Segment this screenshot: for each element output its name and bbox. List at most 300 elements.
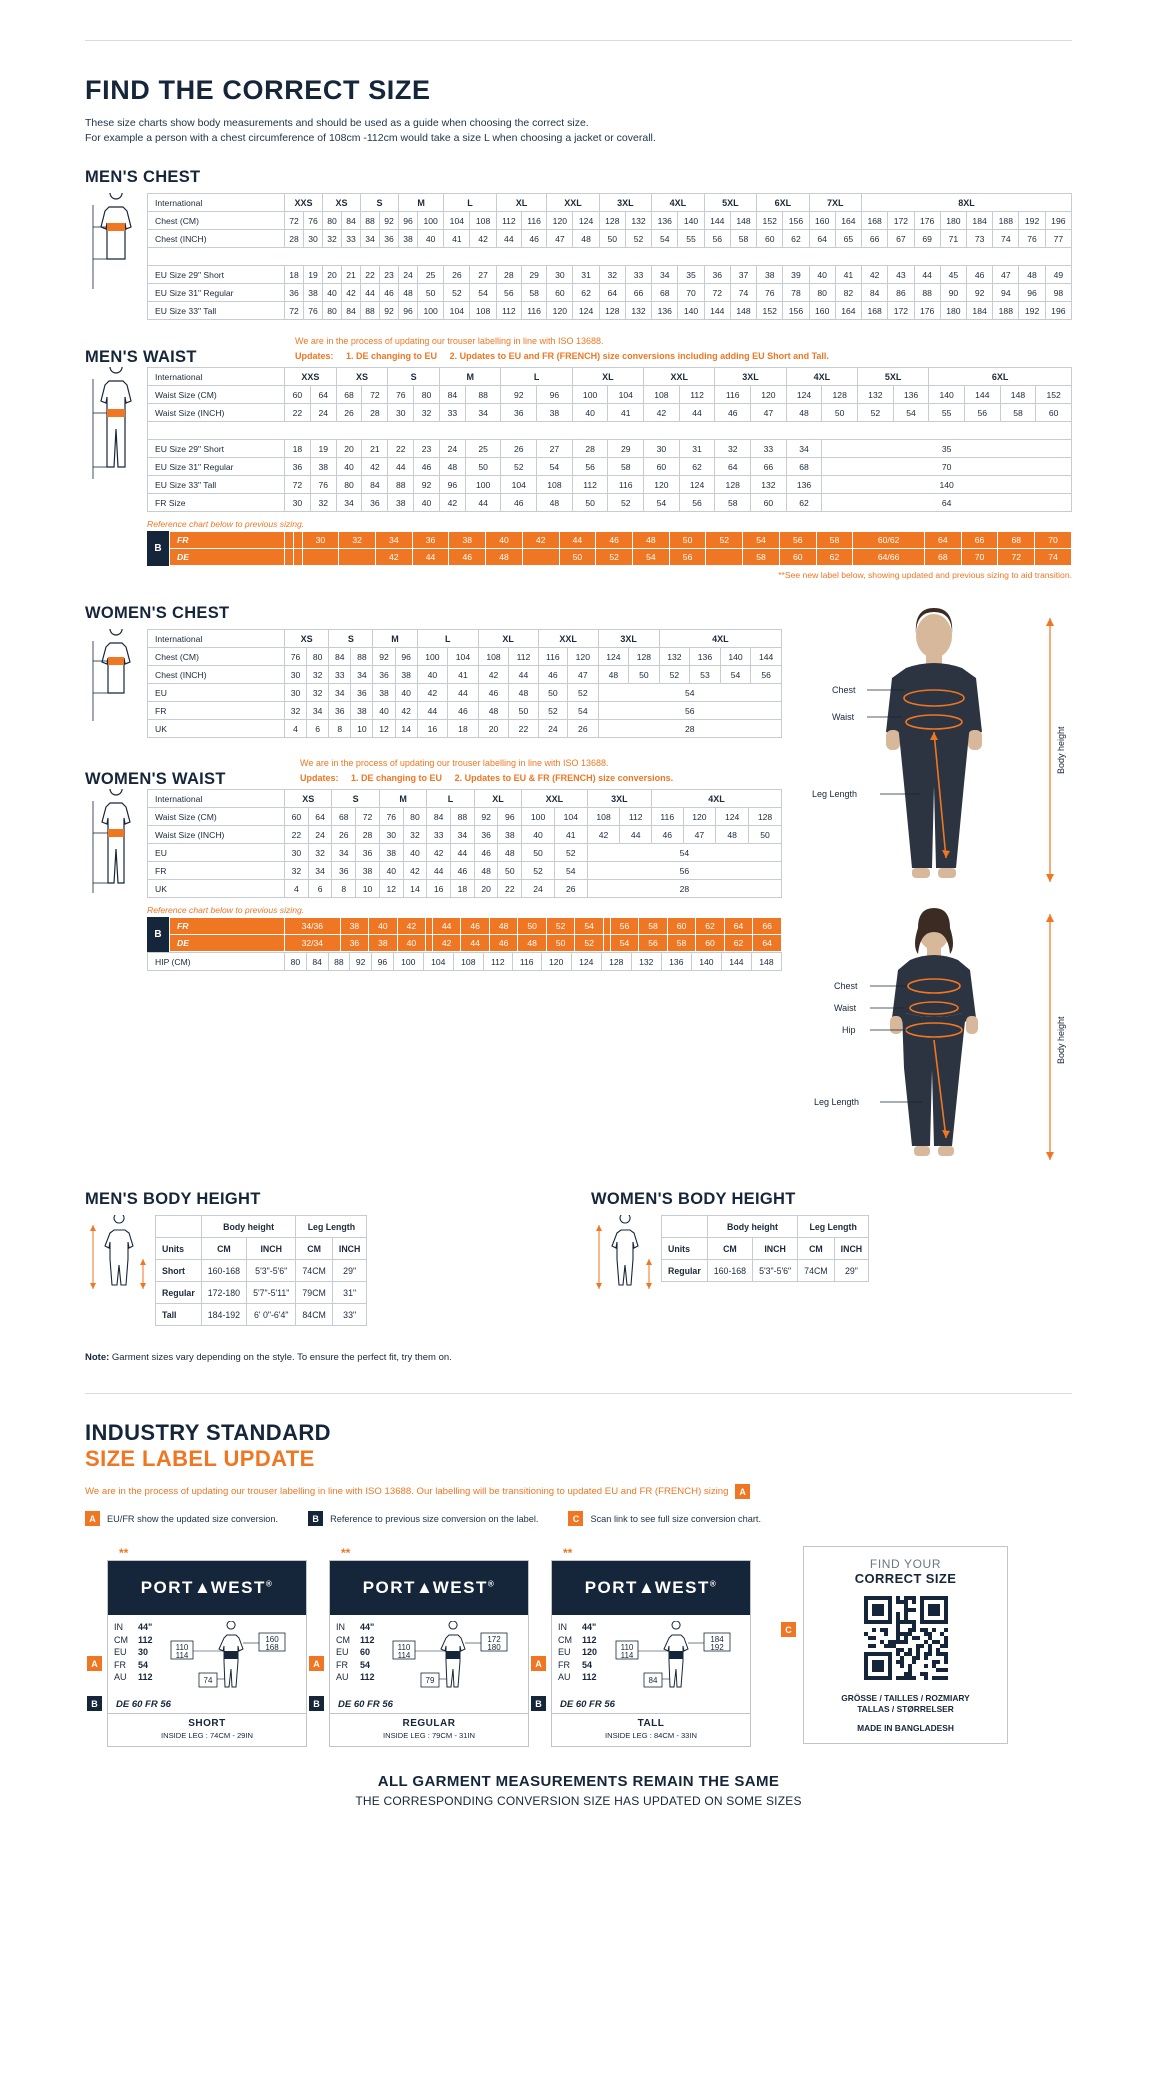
cell: Units (662, 1238, 708, 1260)
brand-name: PORT▲WEST® (362, 1578, 496, 1597)
cell: 24 (310, 404, 336, 422)
cell: 136 (786, 476, 822, 494)
cell: 144 (751, 648, 782, 666)
label-size-key: FR (336, 1659, 348, 1670)
cell: 172-180 (201, 1282, 246, 1304)
cell: 54 (587, 844, 781, 862)
cell: 5'7"-5'11" (247, 1282, 296, 1304)
cell: Tall (156, 1304, 202, 1326)
cell: 88 (361, 212, 380, 230)
cell: 44 (427, 862, 451, 880)
label-box (329, 1560, 529, 1747)
cell: 54 (554, 862, 587, 880)
label-size-value: 44" (582, 1622, 597, 1632)
cell: 46 (715, 404, 751, 422)
cell: 29 (608, 440, 644, 458)
table-header-row (148, 368, 1072, 386)
cell: 38 (757, 266, 783, 284)
cell: 136 (893, 386, 929, 404)
cell: 41 (608, 404, 644, 422)
cell: 104 (448, 648, 479, 666)
cell: 32 (307, 684, 329, 702)
cell: 36 (501, 404, 537, 422)
cell: 54 (743, 532, 780, 549)
cell: 54 (537, 458, 573, 476)
cell: Leg Length (798, 1216, 869, 1238)
cell: 96 (372, 953, 394, 971)
row-label: Chest (CM) (148, 212, 285, 230)
cell: 50 (509, 702, 538, 720)
cell: 33 (342, 230, 361, 248)
industry-text: We are in the process of updating our trouser labelling in line with ISO 13688. Our labelling will be transitioning to updated EU and FR (FRENCH) sizing (85, 1486, 729, 1498)
footer-line-2: THE CORRESPONDING CONVERSION SIZE HAS UPDATED ON SOME SIZES (355, 1794, 802, 1808)
cell: 28 (356, 826, 380, 844)
update-2: 2. Updates to EU and FR (FRENCH) size conversions including adding EU Short and Tall. (449, 351, 829, 361)
badge-b-marker: B (531, 1696, 546, 1711)
cell: 88 (328, 953, 350, 971)
cell: 6XL (929, 368, 1072, 386)
qr-card-wrap (785, 1546, 1008, 1747)
cell: 62 (783, 230, 809, 248)
cell: 42 (395, 702, 417, 720)
cell: 74 (1035, 549, 1072, 566)
previous-size-row (170, 918, 782, 935)
cell: 4XL (659, 630, 781, 648)
cell: 44 (465, 494, 501, 512)
row-label: Waist Size (CM) (148, 386, 285, 404)
previous-size-text: DE 60 FR 56 (560, 1699, 615, 1710)
qr-card[interactable] (803, 1546, 1008, 1744)
label-size-row (114, 1671, 153, 1684)
cell: 148 (751, 953, 781, 971)
cell: 184 (966, 212, 992, 230)
cell: 188 (993, 212, 1019, 230)
industry-text-wrap (85, 1484, 1072, 1499)
cell: 28 (285, 230, 304, 248)
cell: 108 (587, 808, 620, 826)
cell: 58 (1000, 404, 1036, 422)
cell: 108 (470, 212, 496, 230)
cell: 58 (667, 935, 696, 952)
table-row (148, 266, 1072, 284)
cell: CM (707, 1238, 752, 1260)
cell: 132 (625, 212, 651, 230)
cell: 37 (730, 266, 756, 284)
cell: 60 (285, 808, 309, 826)
cell: 48 (518, 935, 547, 952)
cell: 50 (538, 684, 567, 702)
section-title-mens-chest: MEN'S CHEST (85, 168, 201, 186)
cell: 136 (652, 302, 678, 320)
cell: 48 (716, 826, 749, 844)
row-label: Waist Size (CM) (148, 808, 285, 826)
cell: 76 (285, 648, 307, 666)
cell: 84 (329, 648, 351, 666)
cell: 31 (679, 440, 715, 458)
cell: 112 (620, 808, 652, 826)
table-units-row (156, 1238, 367, 1260)
cell: S (388, 368, 440, 386)
cell: 112 (679, 386, 715, 404)
cell: 30 (285, 844, 309, 862)
cell: 30 (302, 532, 339, 549)
label-size-row (336, 1659, 375, 1672)
cell: 48 (474, 862, 498, 880)
cell: 26 (336, 404, 362, 422)
cell: 64 (924, 532, 961, 549)
cell: 3XL (598, 630, 659, 648)
label-size-row (336, 1646, 375, 1659)
cell: 80 (809, 284, 835, 302)
cell: 30 (379, 826, 403, 844)
label-size-row (336, 1621, 375, 1634)
cell: 104 (444, 302, 470, 320)
cell: 58 (639, 918, 668, 935)
cell: 40 (369, 918, 398, 935)
mens-torso-figure (85, 193, 147, 298)
cell: 50 (518, 918, 547, 935)
cell: 40 (418, 230, 444, 248)
previous-size-row (170, 935, 782, 952)
table-units-row (662, 1238, 869, 1260)
cell: 54 (598, 684, 781, 702)
cell: XXL (644, 368, 715, 386)
table-row (148, 844, 782, 862)
row-label: FR Size (148, 494, 285, 512)
qr-code-image[interactable] (812, 1592, 999, 1693)
cell: 42 (403, 862, 427, 880)
label-size-value: 120 (582, 1647, 598, 1657)
cell: 54 (633, 549, 670, 566)
cell: 38 (498, 826, 522, 844)
row-label: EU Size 31" Regular (148, 284, 285, 302)
cell: 92 (474, 808, 498, 826)
qr-sub-2: TALLAS / STØRRELSER (857, 1704, 954, 1714)
cell: 108 (453, 953, 483, 971)
cell: 82 (835, 284, 861, 302)
cell: 42 (397, 918, 426, 935)
table-row (148, 808, 782, 826)
cell: 21 (342, 266, 361, 284)
row-label: EU Size 33" Tall (148, 476, 285, 494)
cell: CM (798, 1238, 834, 1260)
cell: 30 (644, 440, 680, 458)
cell: 60 (751, 494, 787, 512)
cell: 10 (356, 880, 380, 898)
badge-b-marker: B (87, 1696, 102, 1711)
cell: 7XL (809, 194, 861, 212)
label-figure (379, 1621, 524, 1693)
cell: 64 (310, 386, 336, 404)
cell: 23 (414, 440, 440, 458)
cell: 45 (940, 266, 966, 284)
cell: 54 (470, 284, 496, 302)
cell: 116 (715, 386, 751, 404)
cell: 6 (308, 880, 332, 898)
svg-text:114: 114 (175, 1651, 189, 1660)
label-size-key: AU (336, 1672, 349, 1682)
cell: 80 (336, 476, 362, 494)
label-box (107, 1560, 307, 1747)
cell: 20 (474, 880, 498, 898)
cell: 42 (342, 284, 361, 302)
row-label: DE (170, 549, 285, 566)
cell (302, 549, 339, 566)
cell: 60 (285, 386, 311, 404)
cell: 34 (652, 266, 678, 284)
cell: 70 (961, 549, 998, 566)
cell: 30 (285, 666, 307, 684)
cell: 168 (862, 302, 888, 320)
label-size-row (558, 1671, 597, 1684)
legend-b-text: Reference to previous size conversion on the label. (330, 1513, 539, 1524)
cell: 80 (323, 212, 342, 230)
cell: 100 (393, 953, 423, 971)
svg-text:168: 168 (265, 1643, 279, 1652)
cell (706, 549, 743, 566)
cell: 64 (724, 918, 753, 935)
label-asterisks: ** (119, 1546, 129, 1560)
cell: 54 (575, 918, 604, 935)
fit-name: SHORT (188, 1718, 226, 1729)
cell: 124 (573, 212, 599, 230)
label-size-row (114, 1659, 153, 1672)
cell: 32 (339, 532, 376, 549)
brand-name: PORT▲WEST® (584, 1578, 718, 1597)
cell: 48 (489, 918, 518, 935)
cell: 8XL (862, 194, 1072, 212)
cell: 46 (380, 284, 399, 302)
cell: 32 (285, 702, 307, 720)
cell (426, 918, 433, 935)
label-size-row (558, 1659, 597, 1672)
cell: 32 (599, 266, 625, 284)
cell: 96 (1019, 284, 1045, 302)
cell: 44 (412, 549, 449, 566)
cell: 65 (835, 230, 861, 248)
mens-waist-updates (295, 351, 1072, 361)
cell: 42 (522, 532, 559, 549)
svg-text:110: 110 (620, 1643, 633, 1652)
label-figure (601, 1621, 746, 1693)
cell: 48 (573, 230, 599, 248)
cell: 40 (572, 404, 608, 422)
previous-size-text: DE 60 FR 56 (338, 1699, 393, 1710)
badge-b-mens-waist: B (147, 531, 169, 566)
cell: 43 (888, 266, 914, 284)
svg-text:114: 114 (397, 1651, 411, 1660)
cell: 16 (417, 720, 448, 738)
cell: 48 (598, 666, 629, 684)
cell: 128 (822, 386, 858, 404)
cell: 38 (369, 935, 398, 952)
cell: 5XL (704, 194, 756, 212)
cell: 50 (546, 935, 575, 952)
cell: 144 (704, 212, 730, 230)
cell: 60 (644, 458, 680, 476)
cell: 48 (439, 458, 465, 476)
cell: 74CM (296, 1260, 332, 1282)
label-size-value: 44" (360, 1622, 375, 1632)
previous-size-row (170, 532, 1072, 549)
cell: 36 (704, 266, 730, 284)
cell: 96 (537, 386, 573, 404)
cell: 8 (329, 720, 351, 738)
cell: 36 (340, 935, 369, 952)
label-waist-female: Waist (834, 1003, 857, 1013)
svg-text:180: 180 (487, 1643, 501, 1652)
cell: 120 (547, 302, 573, 320)
table-row (156, 1282, 367, 1304)
row-label: International (148, 368, 285, 386)
cell: 58 (715, 494, 751, 512)
table-row (148, 648, 782, 666)
garment-label-card (91, 1546, 307, 1747)
cell: 8 (332, 880, 356, 898)
brand-banner (552, 1561, 750, 1615)
label-size-body (108, 1615, 306, 1697)
table-row (148, 494, 1072, 512)
table-row (148, 720, 782, 738)
table-header-row (156, 1216, 367, 1238)
cell: XXL (547, 194, 599, 212)
cell: 39 (783, 266, 809, 284)
cell: 152 (757, 212, 783, 230)
cell: 32 (285, 862, 309, 880)
cell: 33 (625, 266, 651, 284)
cell: 34 (308, 862, 332, 880)
row-label: EU (148, 684, 285, 702)
cell (285, 532, 294, 549)
row-label: DE (170, 935, 285, 952)
cell: 80 (414, 386, 440, 404)
cell: Leg Length (296, 1216, 367, 1238)
cell: XXS (285, 194, 323, 212)
cell: 12 (373, 720, 395, 738)
mens-body-height-figure (85, 1215, 155, 1298)
cell: 35 (822, 440, 1072, 458)
cell: 44 (432, 918, 461, 935)
legend-item-b (308, 1511, 538, 1526)
cell: 172 (888, 302, 914, 320)
cell: 68 (924, 549, 961, 566)
label-size-row (336, 1671, 375, 1684)
cell: 144 (721, 953, 751, 971)
cell: 164 (835, 212, 861, 230)
cell: 38 (388, 494, 414, 512)
label-size-row (114, 1634, 153, 1647)
cell: 28 (572, 440, 608, 458)
cell: 48 (498, 844, 522, 862)
cell: 32 (307, 666, 329, 684)
cell: 56 (639, 935, 668, 952)
cell: 26 (501, 440, 537, 458)
cell: 60 (779, 549, 816, 566)
cell: 46 (596, 532, 633, 549)
cell: 29" (332, 1260, 367, 1282)
cell: 56 (669, 549, 706, 566)
cell: 62 (696, 918, 725, 935)
cell: 38 (379, 844, 403, 862)
cell: 184 (966, 302, 992, 320)
cell: 54 (644, 494, 680, 512)
cell: 100 (417, 648, 448, 666)
cell: 120 (541, 953, 571, 971)
cell: 128 (715, 476, 751, 494)
cell: 50 (465, 458, 501, 476)
cell: 56 (704, 230, 730, 248)
label-size-key: IN (336, 1622, 345, 1632)
label-size-value: 30 (138, 1647, 149, 1657)
cell: 128 (599, 302, 625, 320)
cell: 46 (461, 918, 490, 935)
row-label (662, 1216, 708, 1238)
cell: 58 (521, 284, 546, 302)
cell: 58 (608, 458, 644, 476)
cell: 60 (1036, 404, 1072, 422)
cell: 40 (323, 284, 342, 302)
cell: 40 (379, 862, 403, 880)
cell: 100 (465, 476, 501, 494)
womens-torso-figure (85, 629, 147, 730)
cell: 26 (568, 720, 599, 738)
row-label: EU Size 29" Short (148, 440, 285, 458)
cell: 56 (779, 532, 816, 549)
cell: 48 (633, 532, 670, 549)
label-size-list (558, 1621, 597, 1693)
cell: 54 (652, 230, 678, 248)
cell: 26 (444, 266, 470, 284)
cell: 28 (587, 880, 781, 898)
cell: 35 (678, 266, 704, 284)
cell: 32 (715, 440, 751, 458)
cell: 25 (465, 440, 501, 458)
brand-banner (330, 1561, 528, 1615)
cell: 52 (501, 458, 537, 476)
cell: INCH (753, 1238, 798, 1260)
cell: 92 (414, 476, 440, 494)
cell: 188 (993, 302, 1019, 320)
cell: 76 (304, 212, 323, 230)
cell: 60 (696, 935, 725, 952)
cell: 92 (373, 648, 395, 666)
cell: 44 (679, 404, 715, 422)
qr-title-1: FIND YOUR (869, 1557, 942, 1571)
table-row (148, 404, 1072, 422)
row-label: HIP (CM) (148, 953, 285, 971)
cell: 47 (993, 266, 1019, 284)
label-size-value: 44" (138, 1622, 153, 1632)
womens-update-1: 1. DE changing to EU (351, 773, 443, 783)
cell: 70 (822, 458, 1072, 476)
cell: 62 (573, 284, 599, 302)
cell: 50 (572, 494, 608, 512)
legend-c-text: Scan link to see full size conversion chart. (590, 1513, 762, 1524)
cell: 84 (342, 212, 361, 230)
cell: 84 (862, 284, 888, 302)
cell: 120 (568, 648, 599, 666)
cell: 4XL (651, 790, 781, 808)
cell: 56 (598, 702, 781, 720)
cell: 34 (351, 666, 373, 684)
cell: XXS (285, 368, 337, 386)
cell: 72 (362, 386, 388, 404)
cell: 72 (285, 476, 311, 494)
cell: 32 (310, 494, 336, 512)
label-size-key: EU (114, 1647, 127, 1657)
label-asterisks: ** (341, 1546, 351, 1560)
cell: 108 (644, 386, 680, 404)
